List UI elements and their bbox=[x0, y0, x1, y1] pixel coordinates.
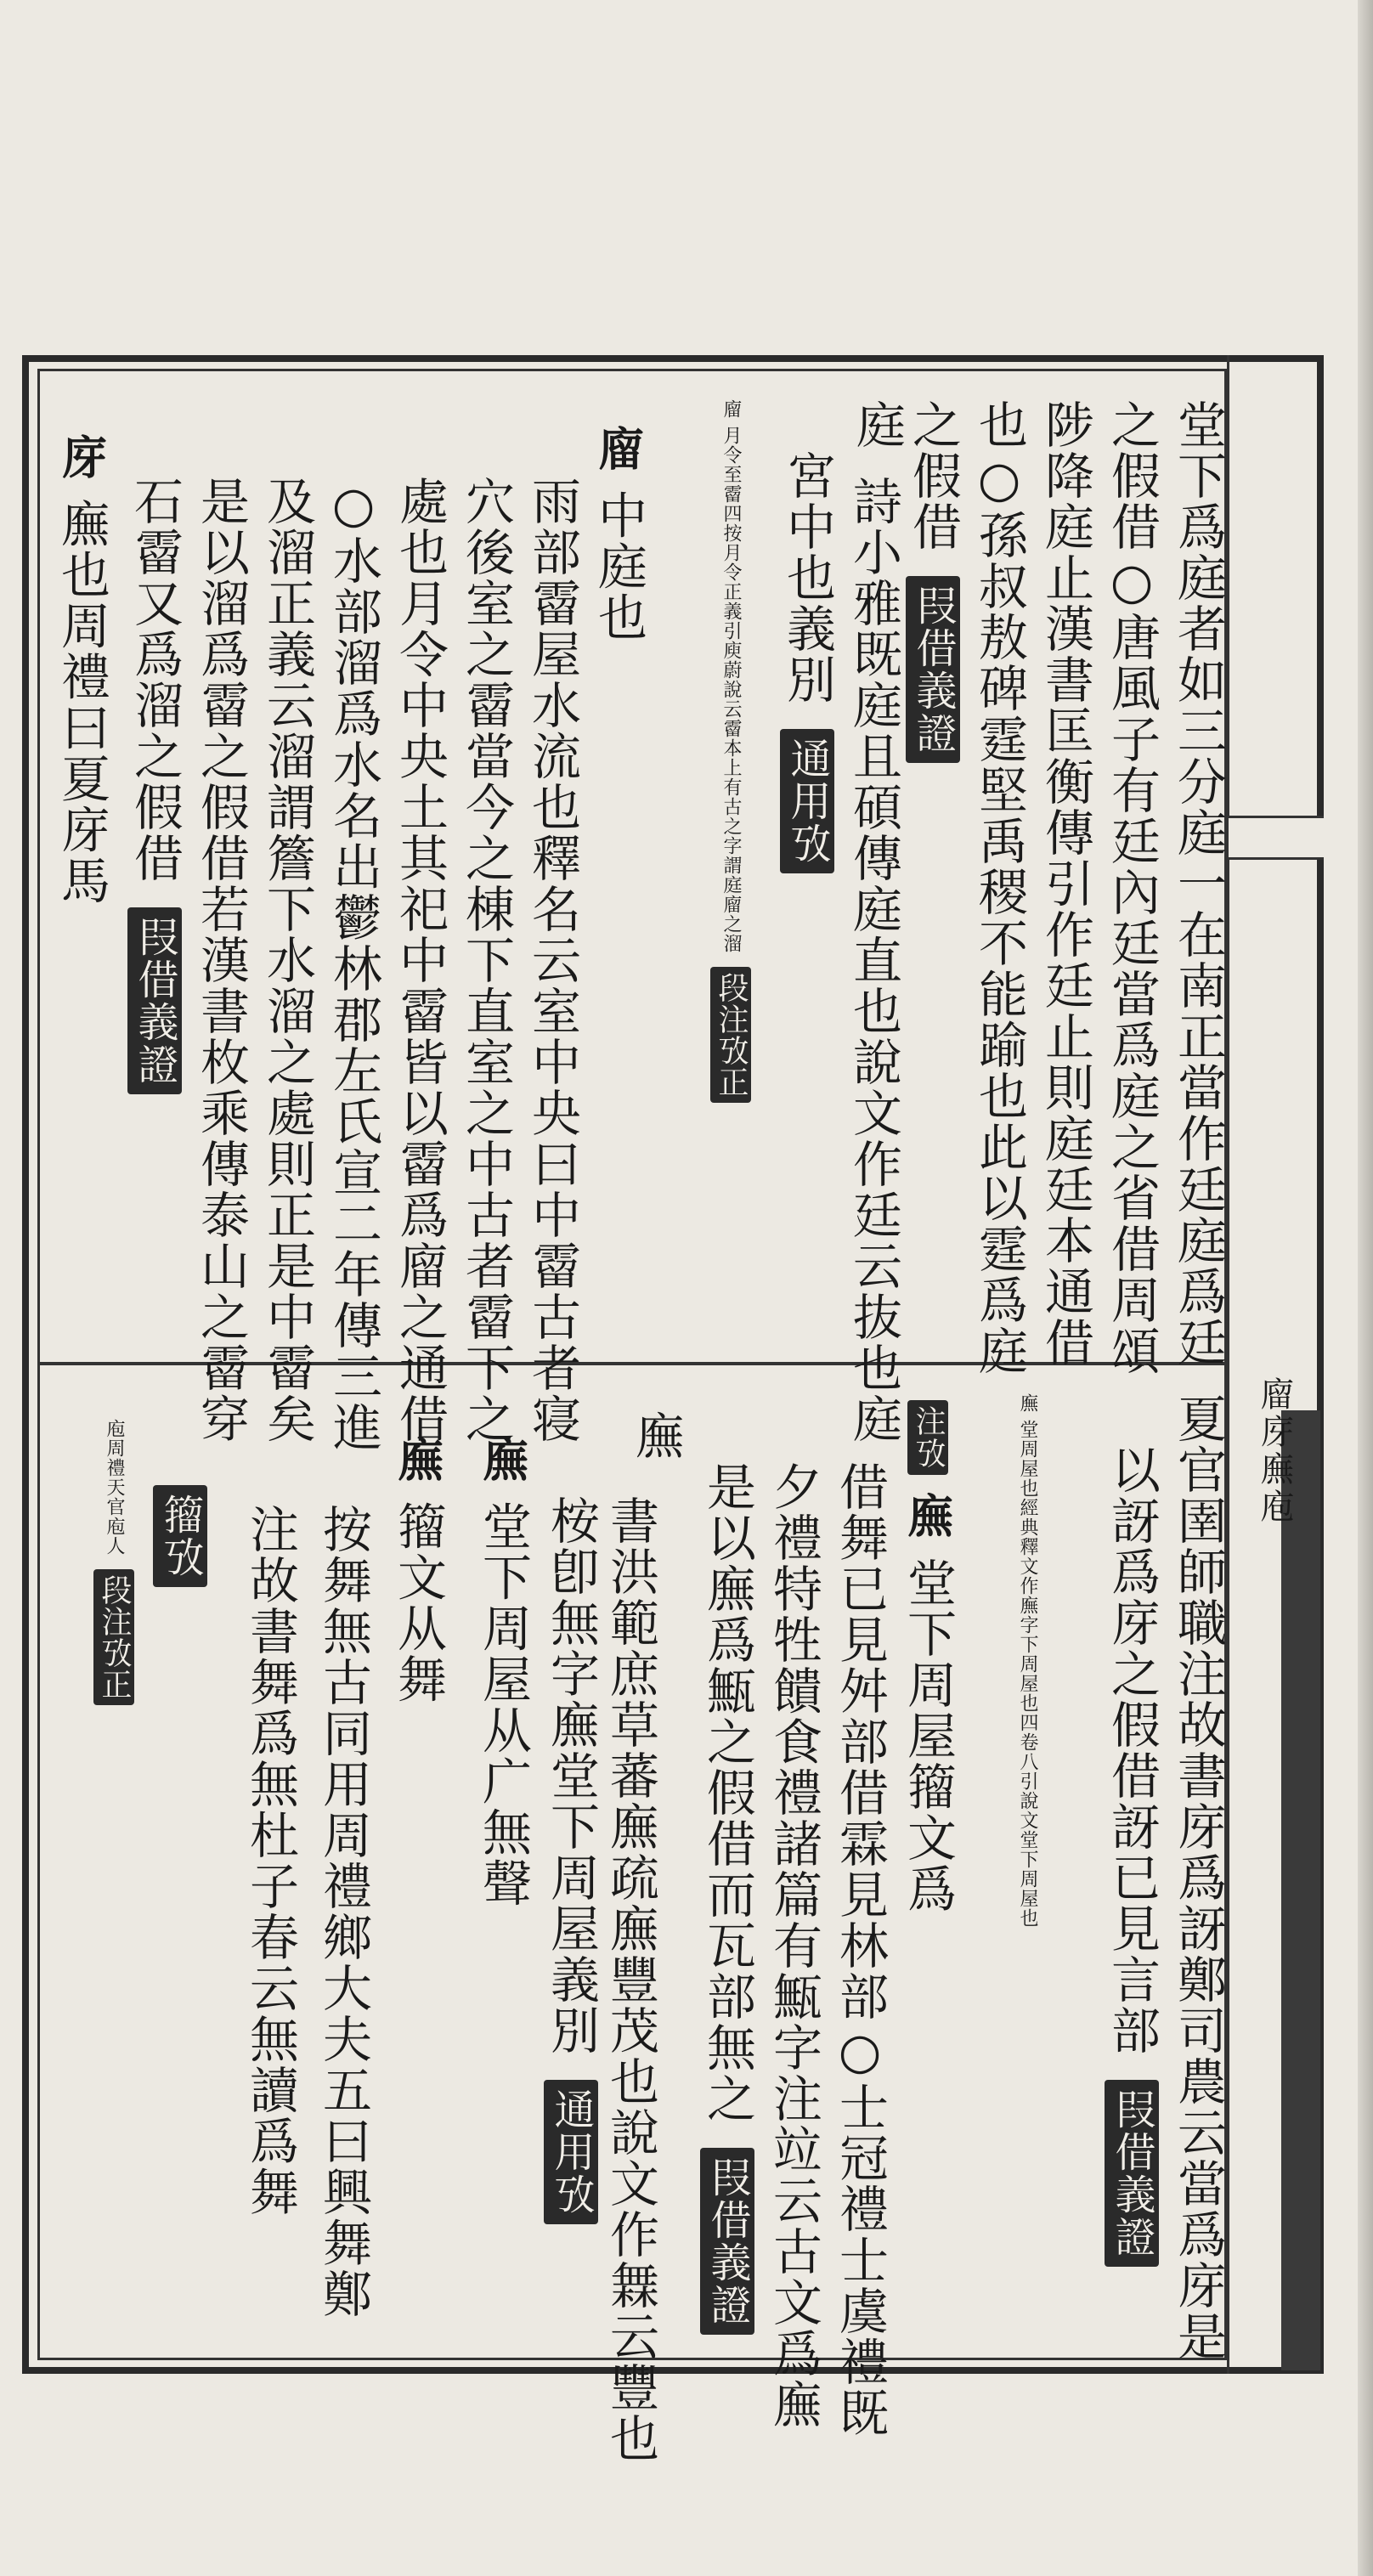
lower-col-6: 夕禮特牲饋食禮諸篇有甒字注竝云古文爲廡 bbox=[765, 1461, 822, 2430]
lower-col-13: 按舞無古同用周禮鄉大夫五曰興舞鄭 bbox=[314, 1504, 372, 2319]
lower-col-9: 書洪範庶草蕃廡疏廡豐茂也說文作橆云豐也 bbox=[602, 1495, 659, 2464]
upper-col-11: 雨部霤屋水流也釋名云室中央曰中霤古者寝 bbox=[523, 476, 581, 1444]
upper-col-10 bbox=[591, 425, 646, 642]
jiajie-badge: 叚借義證 bbox=[1105, 2080, 1159, 2267]
lower-col-1: 夏官圉師職注故書庌爲訝鄭司農云當爲庌是 bbox=[1169, 1393, 1227, 2362]
lower-col-11 bbox=[476, 1436, 530, 1908]
col-text: 中庭也 bbox=[590, 489, 647, 643]
tongyong-badge: 通用攷 bbox=[544, 2080, 598, 2224]
col-text: 堂下周屋籀文爲 bbox=[899, 1556, 957, 1914]
lower-col-5: 借舞已見舛部借霖見林部○士冠禮士虞禮既 bbox=[831, 1461, 889, 2438]
upper-note-liu bbox=[710, 399, 751, 1334]
note-text: 堂周屋也經典釋文作廡字下周屋也四卷八引說文堂下周屋也 bbox=[1017, 1420, 1038, 1928]
upper-col-14: ○水部溜爲水名出鬱林郡左氏宣二年傳三進 bbox=[325, 476, 382, 1453]
seal-wu-zhouwen: 廡 bbox=[391, 1436, 445, 1483]
seal-liu: 廇 bbox=[591, 425, 646, 472]
upper-col-12: 穴後室之霤當今之棟下直室之中古者霤下之 bbox=[457, 476, 515, 1444]
lower-col-2 bbox=[1105, 1444, 1159, 2267]
lower-col-10 bbox=[544, 1495, 598, 2224]
jiajie-badge: 叚借義證 bbox=[700, 2148, 754, 2335]
lower-note-wu bbox=[1016, 1393, 1038, 2345]
col-text: 籀文从舞 bbox=[389, 1500, 447, 1705]
col-text: 堂下周屋从广無聲 bbox=[474, 1500, 532, 1909]
col-text: 之假借 bbox=[904, 399, 962, 552]
upper-col-16: 是以溜爲霤之假借若漢書枚乘傳泰山之霤穿 bbox=[192, 476, 250, 1444]
seal-wu-2: 廡 bbox=[476, 1436, 530, 1483]
upper-col-13: 處也月令中央土其祀中霤皆以霤爲廇之通借 bbox=[391, 476, 449, 1444]
tab-shade bbox=[1281, 1410, 1320, 2370]
duanzhu-badge: 段注攷正 bbox=[93, 1569, 134, 1705]
upper-col-15: 及溜正義云溜謂簷下水溜之處則正是中霤矣 bbox=[258, 476, 316, 1444]
duanzhu-badge: 段注攷正 bbox=[710, 967, 751, 1103]
note-text: 庖周禮天官庖人 bbox=[104, 1419, 125, 1556]
lower-col-15 bbox=[153, 1478, 207, 1587]
lower-col-14: 注故書舞爲無杜子春云無讀爲舞 bbox=[241, 1504, 299, 2217]
note-text: 月令至霤四按月令正義引庾蔚說云霤本上有古之字謂庭廇之溜 bbox=[720, 426, 742, 953]
lower-col-16 bbox=[93, 1419, 134, 1705]
col-text: 是以廡爲甒之假借而瓦部無之 bbox=[698, 1461, 756, 2124]
col-text: 石霤又爲溜之假借 bbox=[126, 476, 184, 884]
shuwen-badge: 籀攷 bbox=[153, 1485, 207, 1587]
lower-col-8: 廡 bbox=[627, 1410, 685, 1461]
note-text: 廡 bbox=[1017, 1393, 1038, 1413]
col-text: 宮中也義別 bbox=[778, 450, 836, 705]
lower-col-12 bbox=[391, 1436, 445, 1704]
upper-col-17 bbox=[127, 476, 182, 1094]
col-text: 廡也周禮曰夏庌馬 bbox=[53, 498, 110, 907]
upper-col-18 bbox=[54, 433, 109, 906]
lower-col-4 bbox=[901, 1393, 955, 1914]
lower-col-7 bbox=[700, 1461, 754, 2335]
zhu-badge: 注攷 bbox=[907, 1400, 948, 1475]
seal-ya: 庌 bbox=[54, 433, 109, 481]
upper-col-2: 之假借○唐風子有廷內廷當爲庭之省借周頌 bbox=[1103, 399, 1161, 1376]
col-text: 以訝爲庌之假借訝已見言部 bbox=[1103, 1444, 1161, 2056]
tab-notch bbox=[1229, 816, 1324, 860]
upper-col-6: 庭 bbox=[848, 399, 906, 450]
upper-col-1: 堂下爲庭者如三分庭一在南正當作廷庭爲廷 bbox=[1169, 399, 1227, 1368]
jiajie-badge: 叚借義證 bbox=[127, 907, 182, 1094]
seal-wu: 廡 bbox=[901, 1492, 955, 1540]
note-text: 廇 bbox=[720, 399, 742, 419]
col-text: 桉卽無字廡堂下周屋義別 bbox=[542, 1495, 600, 2056]
margin-title: 廇庌廡庖 bbox=[1255, 1376, 1294, 1526]
upper-col-4: 也○孫叔敖碑霆堅禹稷不能踰也此以霆爲庭 bbox=[970, 399, 1028, 1376]
scan-edge bbox=[1358, 0, 1373, 2576]
upper-col-5 bbox=[906, 399, 960, 763]
jiajie-badge: 叚借義證 bbox=[906, 576, 960, 763]
tongyong-badge: 通用攷 bbox=[780, 729, 834, 873]
upper-col-3: 陟降庭止漢書匡衡傳引作廷止則庭廷本通借 bbox=[1037, 399, 1094, 1368]
upper-col-7: 詩小雅既庭且碩傳庭直也說文作廷云抜也庭 bbox=[845, 476, 902, 1444]
upper-col-8 bbox=[780, 450, 834, 873]
